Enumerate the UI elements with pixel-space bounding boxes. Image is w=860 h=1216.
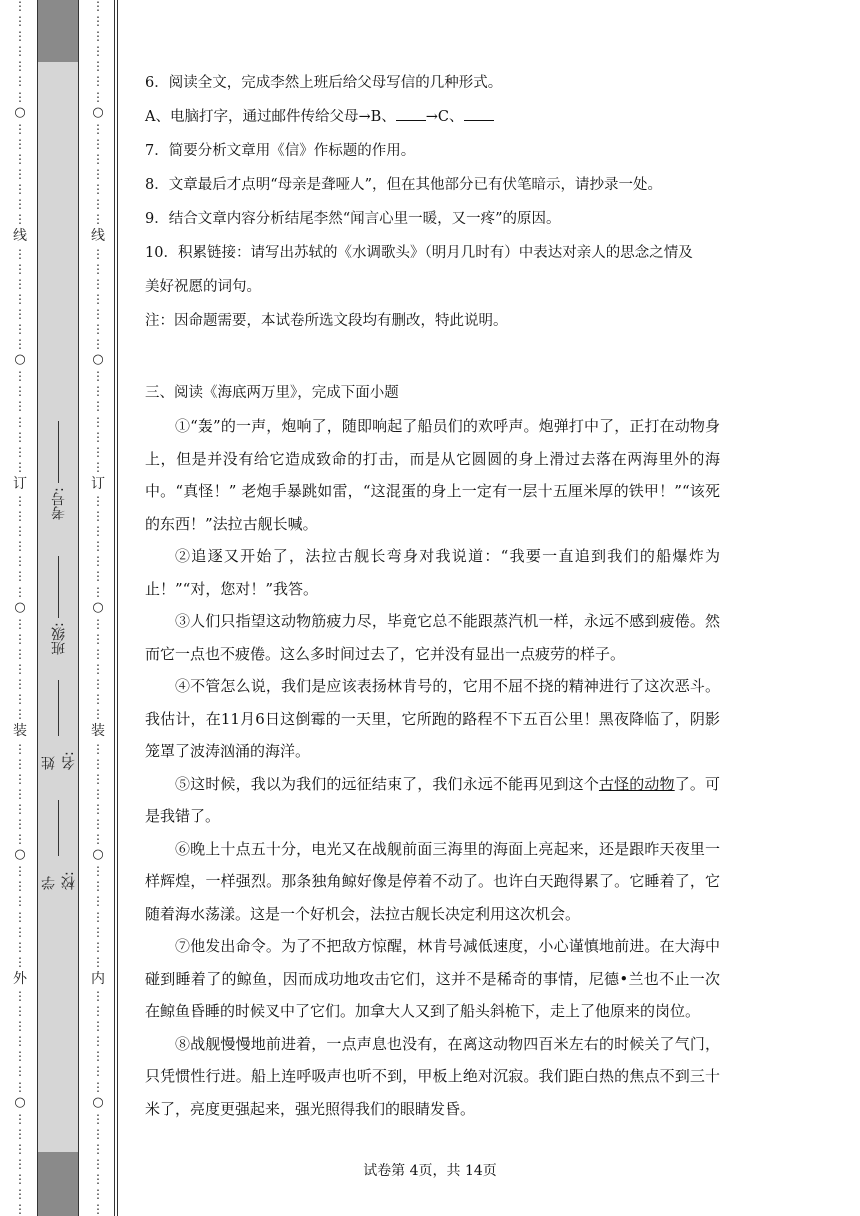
dot: ⋮ — [92, 212, 104, 227]
answer-blank[interactable] — [396, 102, 426, 121]
dot: ⋮ — [14, 741, 26, 756]
dot: ⋮ — [14, 151, 26, 166]
dot: ⋮ — [14, 939, 26, 954]
seal-circle-icon: ○ — [92, 847, 104, 863]
underlined-phrase: 古怪的动物 — [598, 774, 675, 793]
dot: ⋮ — [92, 832, 104, 847]
question-6: 6．阅读全文，完成李然上班后给父母写信的几种形式。 — [145, 75, 503, 91]
dot: ⋮ — [92, 1157, 104, 1172]
dot: ⋮ — [92, 554, 104, 569]
outer-seal-column — [14, 0, 26, 1216]
seal-circle-icon: ○ — [92, 1094, 104, 1110]
dot: ⋮ — [92, 1019, 104, 1034]
dot: ⋮ — [14, 1187, 26, 1202]
dot: ⋮ — [92, 1049, 104, 1064]
question-7: 7．简要分析文章用《信》作标题的作用。 — [145, 143, 416, 159]
question-8: 8．文章最后才点明“母亲是聋哑人”，但在其他部分已有伏笔暗示，请抄录一处。 — [145, 177, 663, 193]
class-field[interactable]: 班级: — [40, 555, 78, 655]
dot: ⋮ — [92, 337, 104, 352]
dot: ⋮ — [92, 291, 104, 306]
passage-paragraph-3: ③人们只指望这动物筋疲力尽，毕竟它总不能跟蒸汽机一样，永远不感到疲倦。然而它一点也不疲倦。这么多时间过去了，它并没有显出一点疲劳的样子。 — [145, 612, 720, 663]
dot: ⋮ — [92, 1141, 104, 1156]
seal-character: 订 — [91, 475, 105, 492]
dot: ⋮ — [14, 692, 26, 707]
dot: ⋮ — [92, 276, 104, 291]
dot: ⋮ — [92, 989, 104, 1003]
dot: ⋮ — [92, 756, 104, 771]
strip-dark-block — [38, 0, 78, 62]
dot: ⋮ — [92, 909, 104, 924]
dot: ⋮ — [14, 677, 26, 692]
dot: ⋮ — [92, 662, 104, 677]
passage-paragraph-8: ⑧战舰慢慢地前进着，一点声息也没有，在离这动物四百米左右的时候关了气门，只凭惯性行进。船上连呼吸声也听不到，甲板上绝对沉寂。我们距白热的焦点不到三十米了，亮度更强起来，强光照得我们的眼睛发昏。 — [145, 1034, 720, 1118]
answer-blank[interactable] — [464, 102, 494, 121]
dot: ⋮ — [92, 939, 104, 954]
seal-character: 装 — [13, 723, 27, 740]
dot: ⋮ — [92, 0, 104, 13]
binding-line — [78, 0, 79, 1216]
dot: ⋮ — [92, 246, 104, 261]
question-10-continued: 美好祝愿的词句。 — [145, 279, 261, 295]
seal-circle-icon: ○ — [14, 1094, 26, 1110]
dot: ⋮ — [14, 584, 26, 599]
question-10: 10．积累链接：请写出苏轼的《水调歌头》（明月几时有）中表达对亲人的思念之情及 — [145, 245, 693, 261]
dot: ⋮ — [14, 662, 26, 677]
dot: ⋮ — [14, 1064, 26, 1079]
binding-line — [114, 0, 115, 1216]
dot: ⋮ — [14, 509, 26, 524]
dot: ⋮ — [92, 121, 104, 136]
dot: ⋮ — [14, 429, 26, 444]
dot: ⋮ — [92, 44, 104, 59]
dot: ⋮ — [92, 879, 104, 894]
school-field[interactable]: 学校: — [40, 800, 78, 890]
dot: ⋮ — [14, 864, 26, 879]
passage-paragraph-6: ⑥晚上十点五十分，电光又在战舰前面三海里的海面上亮起来，还是跟昨天夜里一样辉煌，一样强烈。那条独角鲸好像是停着不动了。也许白天跑得累了。它睡着了，它随着海水荡漾。这是一个好机会，法拉古舰长决定利用这次机会。 — [145, 839, 720, 923]
name-field[interactable]: 姓名: — [40, 680, 78, 770]
dot: ⋮ — [92, 864, 104, 879]
dot: ⋮ — [14, 276, 26, 291]
dot: ⋮ — [92, 74, 104, 89]
page-footer: 试卷第 4页，共 14页 — [363, 1163, 497, 1179]
binding-margin — [0, 0, 120, 1216]
dot: ⋮ — [14, 924, 26, 939]
dot: ⋮ — [92, 524, 104, 539]
dot: ⋮ — [14, 444, 26, 459]
dot: ⋮ — [14, 646, 26, 661]
dot: ⋮ — [14, 771, 26, 786]
dot: ⋮ — [14, 707, 26, 722]
dot: ⋮ — [14, 1034, 26, 1049]
passage-paragraph-2: ②追逐又开始了，法拉古舰长弯身对我说道：“我要一直追到我们的船爆炸为止！”“对，您对！”我答。 — [145, 547, 720, 598]
inner-seal-column — [92, 0, 104, 1216]
dot: ⋮ — [92, 692, 104, 707]
dot: ⋮ — [92, 1111, 104, 1126]
question-6-answer-options: A、电脑打字，通过邮件传给父母→B、 →C、 — [145, 100, 720, 134]
seal-circle-icon: ○ — [92, 104, 104, 120]
seal-circle-icon: ○ — [14, 352, 26, 368]
exam-content — [145, 66, 720, 1125]
section-title: 三、阅读《海底两万里》，完成下面小题 — [145, 385, 399, 401]
note: 注：因命题需要，本试卷所选文段均有删改，特此说明。 — [145, 313, 508, 329]
dot: ⋮ — [92, 321, 104, 336]
dot: ⋮ — [14, 1049, 26, 1064]
dot: ⋮ — [92, 89, 104, 104]
dot: ⋮ — [92, 1004, 104, 1019]
dot: ⋮ — [14, 414, 26, 429]
dot: ⋮ — [92, 29, 104, 44]
dot: ⋮ — [14, 337, 26, 352]
question-9: 9．结合文章内容分析结尾李然“闻言心里一暖，又一疼”的原因。 — [145, 211, 561, 227]
dot: ⋮ — [14, 954, 26, 969]
dot: ⋮ — [14, 197, 26, 212]
dot: ⋮ — [14, 29, 26, 44]
dot: ⋮ — [14, 261, 26, 276]
dot: ⋮ — [14, 1079, 26, 1094]
dot: ⋮ — [92, 414, 104, 429]
dot: ⋮ — [92, 1172, 104, 1187]
dot: ⋮ — [14, 631, 26, 646]
seal-character: 外 — [13, 970, 27, 987]
dot: ⋮ — [14, 1141, 26, 1156]
dot: ⋮ — [14, 182, 26, 197]
passage-paragraph-1: ①“轰”的一声，炮响了，随即响起了船员们的欢呼声。炮弹打中了，正打在动物身上，但是并没有给它造成致命的打击，而是从它圆圆的身上滑过去落在两海里外的海中。“真怪！” 老炮手暴跳如雷，“这混蛋的身上一定有一层十五厘米厚的铁甲！”“该死的东西！”法拉古舰长喊。 — [145, 417, 720, 533]
dot: ⋮ — [14, 167, 26, 182]
dot: ⋮ — [14, 44, 26, 59]
dot: ⋮ — [14, 801, 26, 816]
dot: ⋮ — [14, 554, 26, 569]
dot: ⋮ — [14, 1019, 26, 1034]
seal-circle-icon: ○ — [14, 104, 26, 120]
dot: ⋮ — [92, 771, 104, 786]
dot: ⋮ — [14, 832, 26, 847]
dot: ⋮ — [14, 539, 26, 554]
dot: ⋮ — [14, 524, 26, 539]
dot: ⋮ — [92, 261, 104, 276]
dot: ⋮ — [92, 1126, 104, 1141]
dot: ⋮ — [92, 59, 104, 74]
dot: ⋮ — [14, 246, 26, 261]
dot: ⋮ — [92, 707, 104, 722]
dot: ⋮ — [14, 0, 26, 13]
dot: ⋮ — [92, 786, 104, 801]
dot: ⋮ — [14, 59, 26, 74]
dot: ⋮ — [14, 1157, 26, 1172]
dot: ⋮ — [14, 1126, 26, 1141]
dot: ⋮ — [92, 167, 104, 182]
dot: ⋮ — [14, 1004, 26, 1019]
dot: ⋮ — [14, 1172, 26, 1187]
dot: ⋮ — [14, 989, 26, 1003]
dot: ⋮ — [14, 369, 26, 384]
dot: ⋮ — [92, 197, 104, 212]
seal-circle-icon: ○ — [14, 847, 26, 863]
dot: ⋮ — [14, 306, 26, 321]
seal-character: 订 — [13, 475, 27, 492]
dot: ⋮ — [92, 801, 104, 816]
dot: ⋮ — [92, 631, 104, 646]
dot: ⋮ — [14, 569, 26, 584]
dot: ⋮ — [92, 369, 104, 384]
dot: ⋮ — [92, 1202, 104, 1216]
dot: ⋮ — [14, 1202, 26, 1216]
dot: ⋮ — [92, 509, 104, 524]
dot: ⋮ — [92, 894, 104, 909]
dot: ⋮ — [92, 399, 104, 414]
seal-character: 内 — [91, 970, 105, 987]
dot: ⋮ — [14, 399, 26, 414]
dot: ⋮ — [92, 924, 104, 939]
seal-character: 装 — [91, 723, 105, 740]
dot: ⋮ — [14, 786, 26, 801]
dot: ⋮ — [14, 894, 26, 909]
seal-character: 线 — [13, 228, 27, 245]
dot: ⋮ — [14, 89, 26, 104]
dot: ⋮ — [14, 909, 26, 924]
dot: ⋮ — [92, 384, 104, 399]
dot: ⋮ — [14, 212, 26, 227]
dot: ⋮ — [92, 646, 104, 661]
binding-line — [117, 0, 118, 1216]
dot: ⋮ — [14, 879, 26, 894]
dot: ⋮ — [92, 1079, 104, 1094]
dot: ⋮ — [14, 14, 26, 29]
dot: ⋮ — [14, 494, 26, 508]
seal-character: 线 — [91, 228, 105, 245]
seal-circle-icon: ○ — [92, 352, 104, 368]
dot: ⋮ — [92, 569, 104, 584]
dot: ⋮ — [92, 1034, 104, 1049]
dot: ⋮ — [92, 494, 104, 508]
dot: ⋮ — [92, 616, 104, 631]
dot: ⋮ — [14, 756, 26, 771]
dot: ⋮ — [14, 616, 26, 631]
seal-circle-icon: ○ — [92, 599, 104, 615]
dot: ⋮ — [92, 136, 104, 151]
dot: ⋮ — [92, 182, 104, 197]
dot: ⋮ — [92, 151, 104, 166]
dot: ⋮ — [92, 741, 104, 756]
dot: ⋮ — [92, 584, 104, 599]
dot: ⋮ — [14, 121, 26, 136]
dot: ⋮ — [92, 429, 104, 444]
dot: ⋮ — [14, 291, 26, 306]
passage-paragraph-5: ⑤这时候，我以为我们的远征结束了，我们永远不能再见到这个古怪的动物了。可是我错了。 — [145, 774, 720, 825]
passage-paragraph-4: ④不管怎么说，我们是应该表扬林肯号的，它用不屈不挠的精神进行了这次恶斗。我估计，在11月6日这倒霉的一天里，它所跑的路程不下五百公里！黑夜降临了，阴影笼罩了波涛汹涌的海洋。 — [145, 677, 720, 760]
dot: ⋮ — [14, 459, 26, 474]
dot: ⋮ — [14, 816, 26, 831]
dot: ⋮ — [92, 14, 104, 29]
dot: ⋮ — [14, 1111, 26, 1126]
dot: ⋮ — [92, 677, 104, 692]
dot: ⋮ — [92, 1187, 104, 1202]
dot: ⋮ — [92, 306, 104, 321]
dot: ⋮ — [92, 816, 104, 831]
dot: ⋮ — [92, 1064, 104, 1079]
exam-number-field[interactable]: 考号: — [40, 420, 78, 520]
passage-paragraph-7: ⑦他发出命令。为了不把敌方惊醒，林肯号减低速度，小心谨慎地前进。在大海中碰到睡着了的鲸鱼，因而成功地攻击它们，这并不是稀奇的事情，尼德•兰也不止一次在鲸鱼昏睡的时候叉中了它们。加拿大人又到了船头斜桅下，走上了他原来的岗位。 — [145, 937, 720, 1020]
dot: ⋮ — [92, 954, 104, 969]
dot: ⋮ — [92, 444, 104, 459]
dot: ⋮ — [14, 74, 26, 89]
seal-circle-icon: ○ — [14, 599, 26, 615]
dot: ⋮ — [14, 136, 26, 151]
dot: ⋮ — [92, 539, 104, 554]
dot: ⋮ — [92, 459, 104, 474]
dot: ⋮ — [14, 384, 26, 399]
dot: ⋮ — [14, 321, 26, 336]
